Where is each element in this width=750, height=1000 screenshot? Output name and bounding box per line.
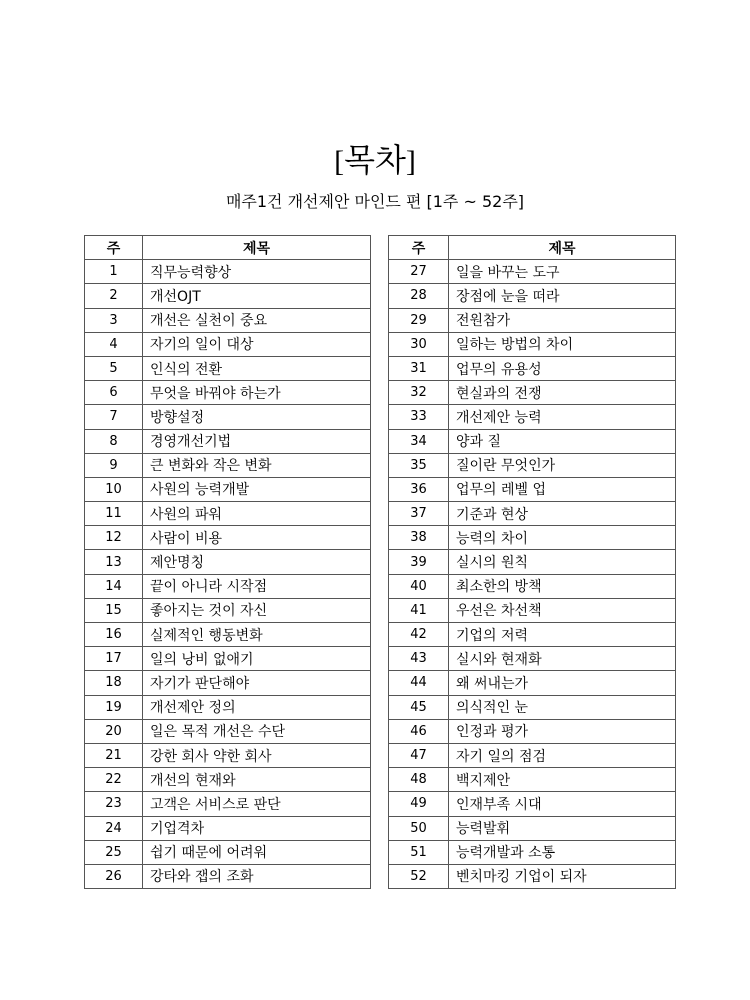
toc-table-right	[388, 235, 676, 889]
header-week: 주	[85, 236, 143, 260]
week-number: 5	[85, 356, 143, 380]
week-number: 14	[85, 574, 143, 598]
week-title: 능력발휘	[449, 816, 676, 840]
week-title: 끝이 아니라 시작점	[143, 574, 371, 598]
week-title: 장점에 눈을 떠라	[449, 284, 676, 308]
week-title: 일을 바꾸는 도구	[449, 260, 676, 284]
week-title: 실시의 원칙	[449, 550, 676, 574]
week-title: 자기가 판단해야	[143, 671, 371, 695]
week-number: 35	[389, 453, 449, 477]
week-title: 일은 목적 개선은 수단	[143, 719, 371, 743]
week-number: 20	[85, 719, 143, 743]
table-row	[389, 768, 676, 792]
week-number: 12	[85, 526, 143, 550]
table-row	[389, 429, 676, 453]
week-number: 13	[85, 550, 143, 574]
table-row	[85, 743, 371, 767]
week-number: 45	[389, 695, 449, 719]
week-number: 25	[85, 840, 143, 864]
table-row	[389, 743, 676, 767]
table-row	[85, 429, 371, 453]
week-title: 일하는 방법의 차이	[449, 332, 676, 356]
table-row	[85, 623, 371, 647]
week-title: 현실과의 전쟁	[449, 381, 676, 405]
week-title: 개선은 실천이 중요	[143, 308, 371, 332]
title-text: 목차	[344, 141, 406, 179]
table-row	[85, 695, 371, 719]
table-row	[85, 574, 371, 598]
week-title: 업무의 유용성	[449, 356, 676, 380]
week-number: 10	[85, 477, 143, 501]
week-title: 백지제안	[449, 768, 676, 792]
week-number: 44	[389, 671, 449, 695]
week-number: 2	[85, 284, 143, 308]
week-number: 42	[389, 623, 449, 647]
table-row	[389, 719, 676, 743]
week-number: 47	[389, 743, 449, 767]
week-title: 쉽기 때문에 어려워	[143, 840, 371, 864]
week-number: 36	[389, 477, 449, 501]
table-row	[85, 719, 371, 743]
week-number: 34	[389, 429, 449, 453]
week-title: 일의 낭비 없애기	[143, 647, 371, 671]
table-row	[85, 284, 371, 308]
subtitle: 매주1건 개선제안 마인드 편 [1주 ~ 52주]	[225, 192, 525, 211]
week-number: 32	[389, 381, 449, 405]
week-title: 실제적인 행동변화	[143, 623, 371, 647]
week-number: 9	[85, 453, 143, 477]
table-row	[85, 260, 371, 284]
week-number: 11	[85, 502, 143, 526]
week-number: 19	[85, 695, 143, 719]
table-row	[389, 356, 676, 380]
table-row	[85, 864, 371, 888]
table-row	[389, 623, 676, 647]
table-row	[389, 526, 676, 550]
week-title: 전원참가	[449, 308, 676, 332]
week-title: 벤치마킹 기업이 되자	[449, 864, 676, 888]
week-title: 좋아지는 것이 자신	[143, 598, 371, 622]
week-title: 큰 변화와 작은 변화	[143, 453, 371, 477]
week-number: 33	[389, 405, 449, 429]
table-row	[85, 792, 371, 816]
table-row	[389, 598, 676, 622]
week-number: 52	[389, 864, 449, 888]
week-title: 고객은 서비스로 판단	[143, 792, 371, 816]
week-title: 방향설정	[143, 405, 371, 429]
table-row	[85, 381, 371, 405]
week-number: 17	[85, 647, 143, 671]
table-row	[85, 308, 371, 332]
toc-table-left	[84, 235, 371, 889]
table-row	[85, 405, 371, 429]
table-row	[85, 453, 371, 477]
table-row	[85, 502, 371, 526]
week-title: 개선제안 능력	[449, 405, 676, 429]
table-row	[389, 502, 676, 526]
week-title: 인재부족 시대	[449, 792, 676, 816]
table-row	[389, 550, 676, 574]
table-row	[389, 477, 676, 501]
table-header-row	[389, 236, 676, 260]
table-row	[85, 840, 371, 864]
table-row	[85, 526, 371, 550]
week-number: 26	[85, 864, 143, 888]
week-number: 41	[389, 598, 449, 622]
week-title: 최소한의 방책	[449, 574, 676, 598]
week-number: 38	[389, 526, 449, 550]
week-number: 48	[389, 768, 449, 792]
week-number: 43	[389, 647, 449, 671]
table-row	[85, 477, 371, 501]
title-close-bracket: ]	[405, 145, 416, 178]
week-number: 4	[85, 332, 143, 356]
week-number: 51	[389, 840, 449, 864]
table-row	[85, 768, 371, 792]
table-row	[389, 405, 676, 429]
week-title: 인정과 평가	[449, 719, 676, 743]
week-number: 28	[389, 284, 449, 308]
table-row	[389, 284, 676, 308]
week-number: 39	[389, 550, 449, 574]
week-number: 49	[389, 792, 449, 816]
week-number: 8	[85, 429, 143, 453]
table-row	[389, 453, 676, 477]
week-number: 27	[389, 260, 449, 284]
week-title: 실시와 현재화	[449, 647, 676, 671]
table-row	[389, 308, 676, 332]
week-title: 사원의 능력개발	[143, 477, 371, 501]
week-title: 능력의 차이	[449, 526, 676, 550]
table-row	[85, 356, 371, 380]
table-row	[85, 598, 371, 622]
header-title: 제목	[143, 236, 371, 260]
header-title: 제목	[449, 236, 676, 260]
week-title: 자기 일의 점검	[449, 743, 676, 767]
week-title: 기업격차	[143, 816, 371, 840]
week-title: 능력개발과 소통	[449, 840, 676, 864]
week-number: 7	[85, 405, 143, 429]
table-row	[389, 574, 676, 598]
week-number: 18	[85, 671, 143, 695]
table-row	[389, 671, 676, 695]
table-row	[85, 816, 371, 840]
table-row	[85, 550, 371, 574]
week-title: 자기의 일이 대상	[143, 332, 371, 356]
table-row	[389, 260, 676, 284]
table-row	[389, 864, 676, 888]
week-title: 강한 회사 약한 회사	[143, 743, 371, 767]
week-title: 경영개선기법	[143, 429, 371, 453]
title-open-bracket: [	[334, 145, 345, 178]
week-title: 의식적인 눈	[449, 695, 676, 719]
week-title: 우선은 차선책	[449, 598, 676, 622]
week-title: 직무능력향상	[143, 260, 371, 284]
week-number: 16	[85, 623, 143, 647]
week-number: 23	[85, 792, 143, 816]
week-title: 업무의 레벨 업	[449, 477, 676, 501]
week-title: 사원의 파워	[143, 502, 371, 526]
week-number: 1	[85, 260, 143, 284]
week-number: 40	[389, 574, 449, 598]
table-row	[85, 647, 371, 671]
week-title: 개선의 현재와	[143, 768, 371, 792]
week-title: 무엇을 바꿔야 하는가	[143, 381, 371, 405]
week-number: 29	[389, 308, 449, 332]
table-header-row	[85, 236, 371, 260]
table-row	[389, 647, 676, 671]
table-row	[85, 671, 371, 695]
week-title: 왜 써내는가	[449, 671, 676, 695]
week-number: 46	[389, 719, 449, 743]
week-title: 사람이 비용	[143, 526, 371, 550]
table-row	[389, 695, 676, 719]
page-title	[0, 140, 750, 182]
table-row	[389, 332, 676, 356]
week-number: 31	[389, 356, 449, 380]
week-title: 기업의 저력	[449, 623, 676, 647]
table-row	[389, 840, 676, 864]
week-title: 개선OJT	[143, 284, 371, 308]
week-number: 6	[85, 381, 143, 405]
table-row	[389, 816, 676, 840]
week-number: 15	[85, 598, 143, 622]
week-number: 21	[85, 743, 143, 767]
week-number: 3	[85, 308, 143, 332]
week-title: 강타와 잽의 조화	[143, 864, 371, 888]
week-title: 질이란 무엇인가	[449, 453, 676, 477]
table-row	[389, 381, 676, 405]
week-number: 37	[389, 502, 449, 526]
week-number: 50	[389, 816, 449, 840]
week-title: 기준과 현상	[449, 502, 676, 526]
week-title: 개선제안 정의	[143, 695, 371, 719]
table-row	[85, 332, 371, 356]
week-number: 24	[85, 816, 143, 840]
week-title: 제안명칭	[143, 550, 371, 574]
header-week: 주	[389, 236, 449, 260]
table-row	[389, 792, 676, 816]
week-number: 30	[389, 332, 449, 356]
week-title: 인식의 전환	[143, 356, 371, 380]
week-title: 양과 질	[449, 429, 676, 453]
week-number: 22	[85, 768, 143, 792]
